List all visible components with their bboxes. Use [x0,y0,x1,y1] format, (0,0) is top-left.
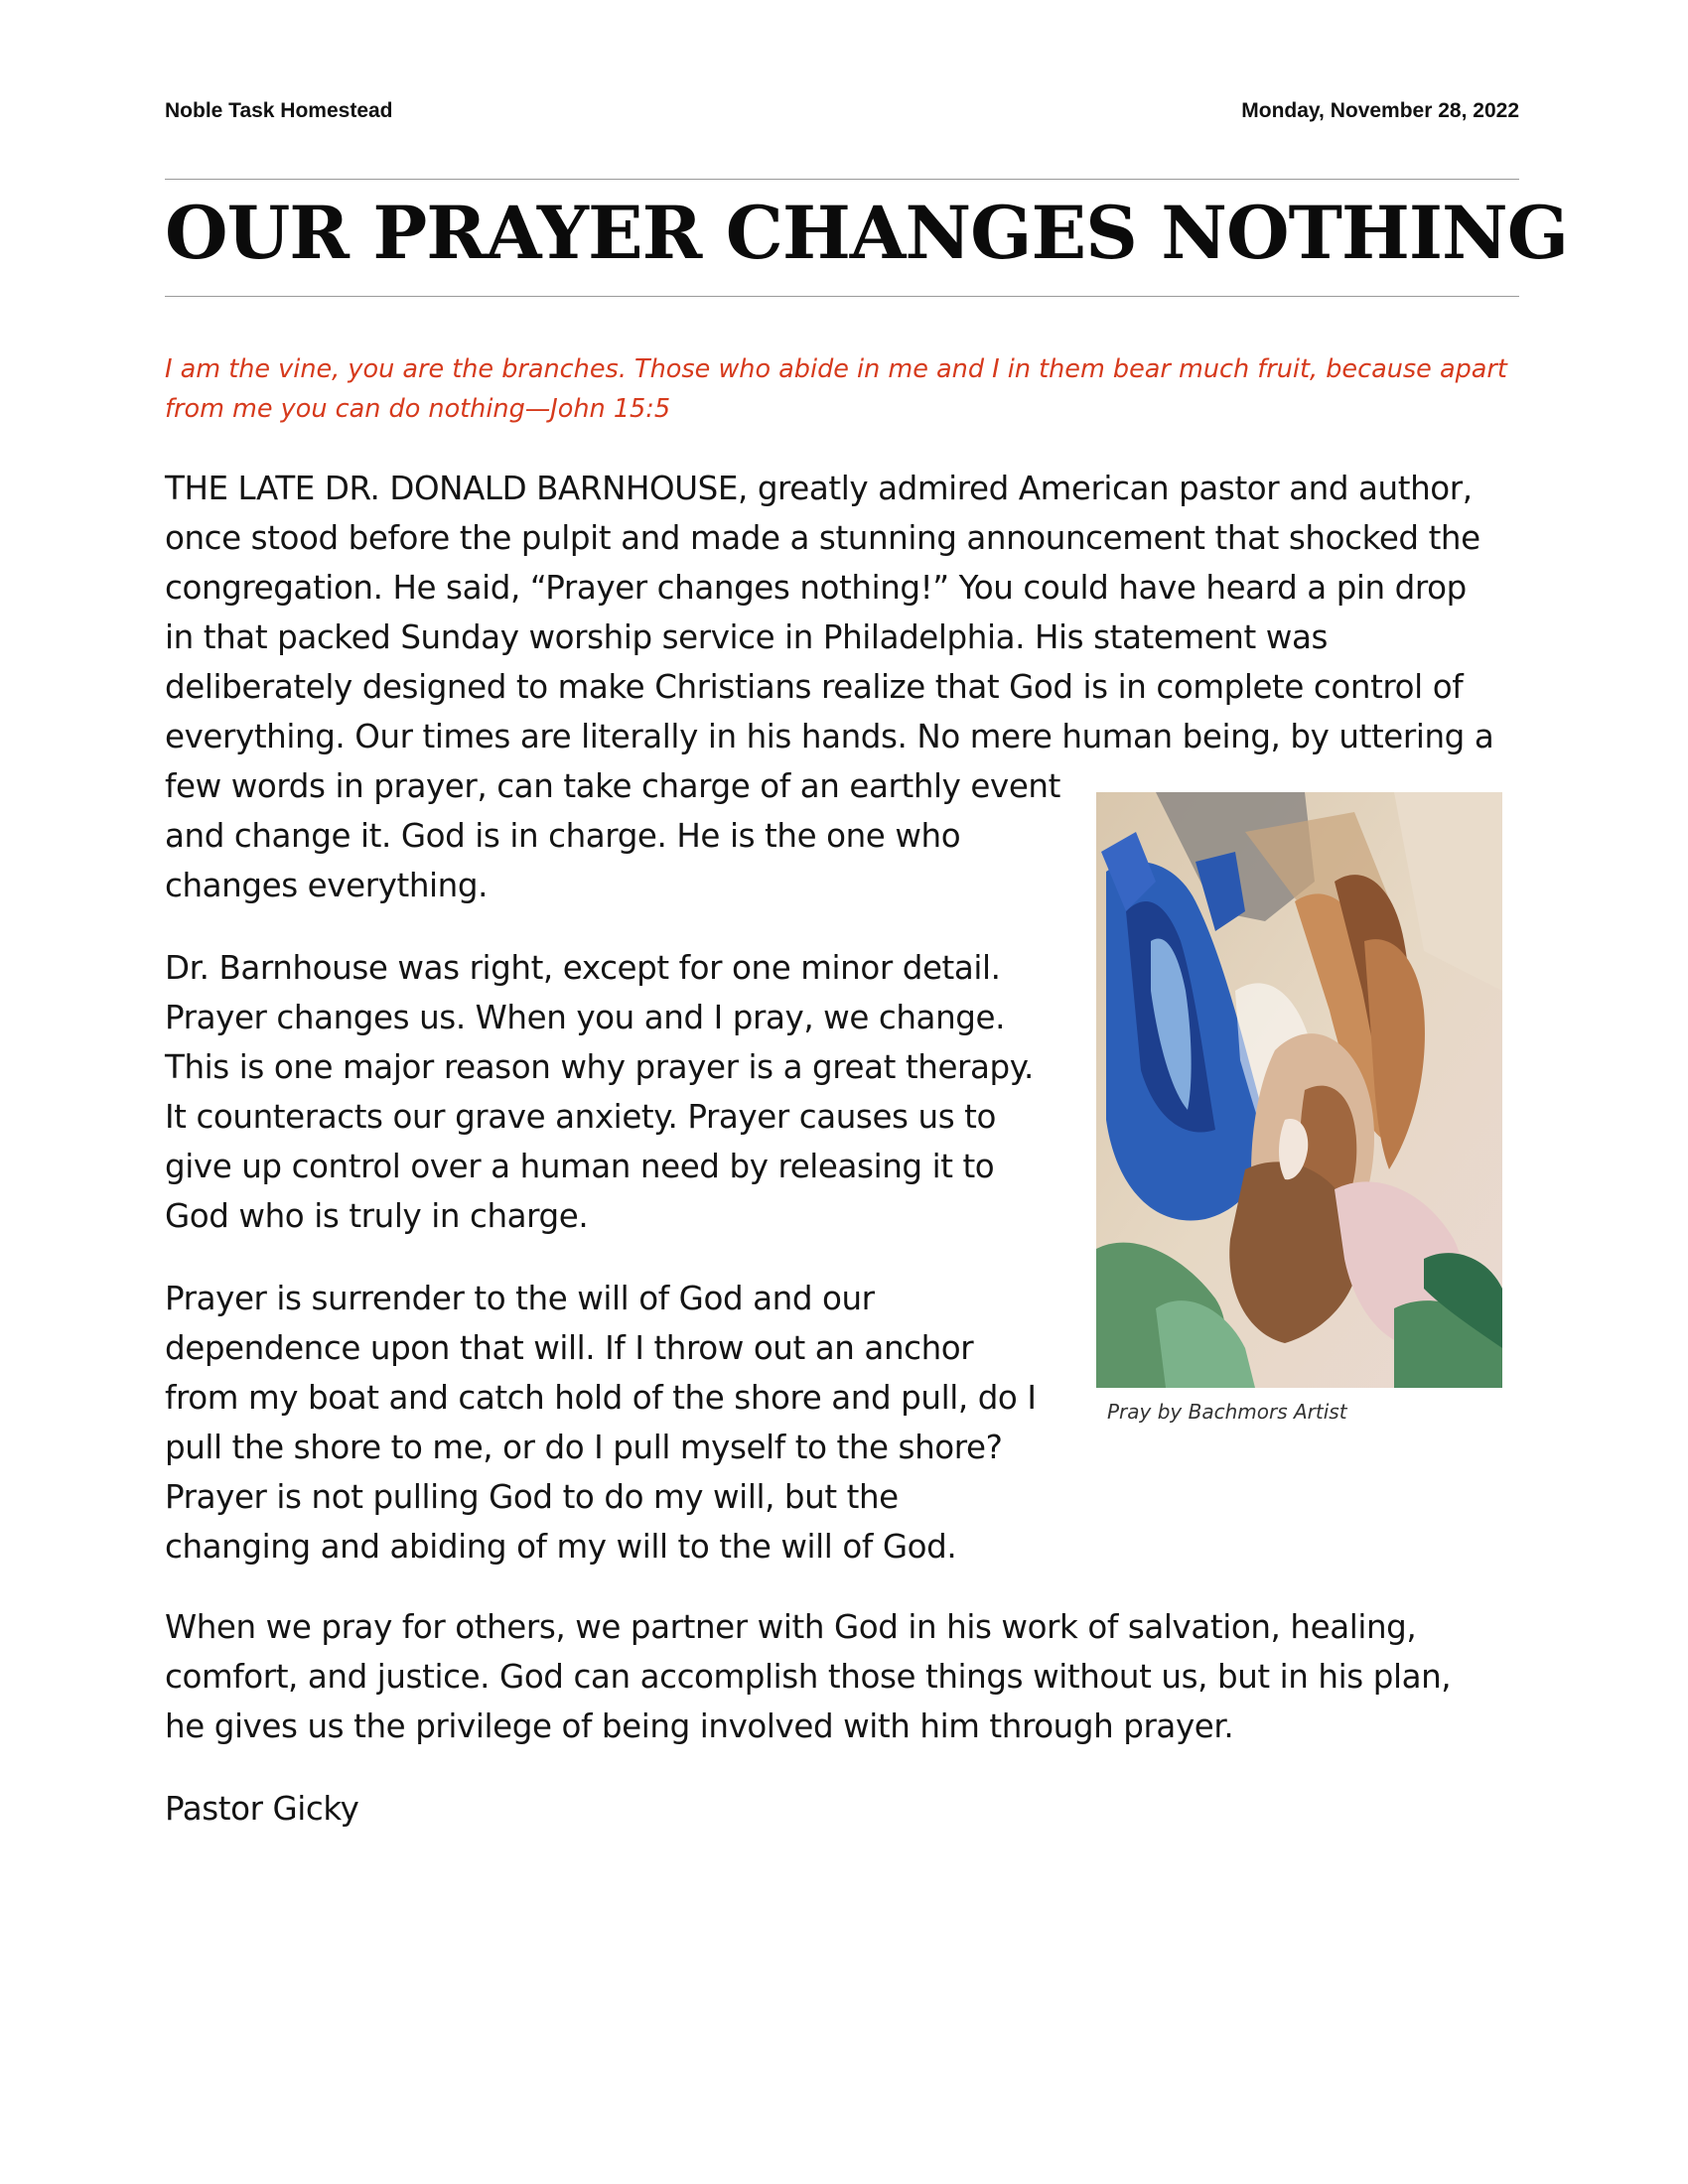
paragraph-line: changing and abiding of my will to the will of God. [165,1528,957,1566]
epigraph-line: I am the vine, you are the branches. Those who abide in me and I in them bear much fruit, because apart [165,354,1507,384]
publisher-name: Noble Task Homestead [165,99,393,122]
paragraph-line: When we pray for others, we partner with God in his work of salvation, healing, [165,1608,1417,1646]
paragraph-line: God who is truly in charge. [165,1197,589,1235]
paragraph-line: pull the shore to me, or do I pull myself to the shore? [165,1429,1003,1466]
paragraph-line: few words in prayer, can take charge of an earthly event [165,767,1060,805]
publication-date: Monday, November 28, 2022 [1241,99,1519,122]
paragraph-line: THE LATE DR. DONALD BARNHOUSE, greatly admired American pastor and author, [165,470,1473,507]
paragraph-line: dependence upon that will. If I throw out an anchor [165,1329,974,1367]
paragraph-line: congregation. He said, “Prayer changes nothing!” You could have heard a pin drop [165,569,1467,607]
paragraph-line: Prayer is surrender to the will of God and our [165,1280,875,1317]
praying-hands-painting [1096,792,1502,1388]
painting-image [1096,792,1502,1388]
paragraph-line: deliberately designed to make Christians realize that God is in complete control of [165,668,1464,706]
paragraph-line: and change it. God is in charge. He is the one who [165,817,961,855]
paragraph-line: give up control over a human need by releasing it to [165,1148,995,1185]
page-title: OUR PRAYER CHANGES NOTHING [165,191,1569,276]
paragraph-line: Prayer is not pulling God to do my will, but the [165,1478,899,1516]
paragraph-line: It counteracts our grave anxiety. Prayer causes us to [165,1098,997,1136]
paragraph-4 [165,1602,1525,1751]
paragraph-1-continued [165,761,1078,910]
paragraph-line: This is one major reason why prayer is a great therapy. [165,1048,1034,1086]
paragraph-1 [165,464,1525,761]
author-signature: Pastor Gicky [165,1790,359,1828]
paragraph-line: in that packed Sunday worship service in Philadelphia. His statement was [165,618,1328,656]
paragraph-3 [165,1274,1078,1571]
paragraph-line: comfort, and justice. God can accomplish those things without us, but in his plan, [165,1658,1452,1696]
paragraph-line: from my boat and catch hold of the shore and pull, do I [165,1379,1037,1417]
paragraph-line: once stood before the pulpit and made a stunning announcement that shocked the [165,519,1480,557]
figure-caption: Pray by Bachmors Artist [1107,1400,1347,1424]
paragraph-line: changes everything. [165,867,489,904]
scripture-epigraph [165,349,1519,429]
paragraph-2 [165,943,1078,1241]
title-rule-top [165,179,1519,180]
paragraph-line: everything. Our times are literally in his hands. No mere human being, by uttering a [165,718,1494,755]
paragraph-line: Dr. Barnhouse was right, except for one minor detail. [165,949,1001,987]
title-rule-bottom [165,296,1519,297]
page-header [165,99,1519,135]
paragraph-line: Prayer changes us. When you and I pray, we change. [165,999,1006,1036]
paragraph-line: he gives us the privilege of being involved with him through prayer. [165,1707,1234,1745]
epigraph-line: from me you can do nothing—John 15:5 [165,394,671,424]
